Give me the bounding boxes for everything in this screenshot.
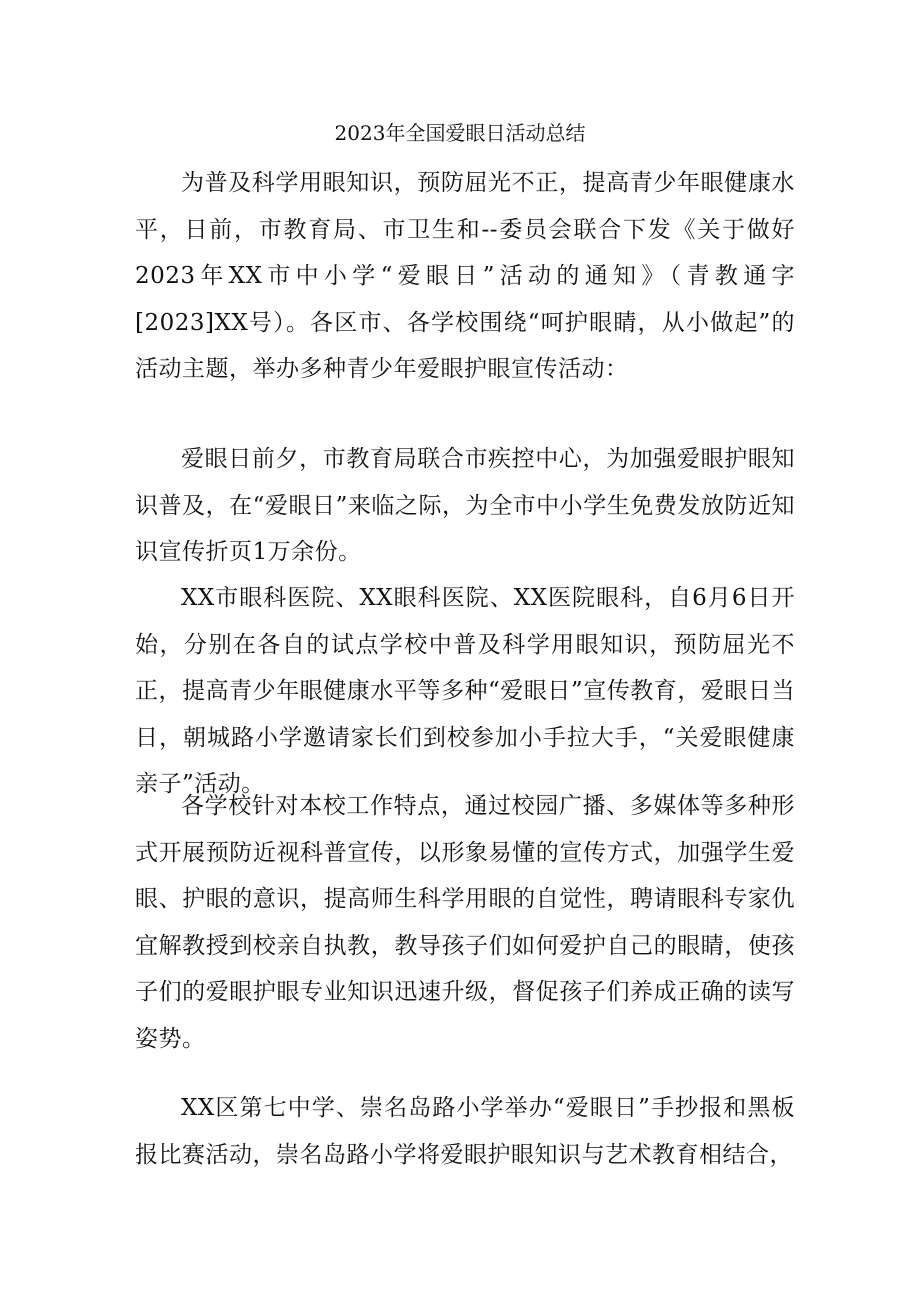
paragraph-pamphlets: 爱眼日前夕，市教育局联合市疾控中心，为加强爱眼护眼知识普及，在“爱眼日”来临之际，为全市中小学生免费发放防近知识宣传折页1万余份。 [135,446,795,565]
paragraph-competition: XX区第七中学、崇名岛路小学举办“爱眼日”手抄报和黑板报比赛活动，崇名岛路小学将爱眼护眼知识与艺术教育相结合， [135,1095,795,1168]
paragraph-hospitals: XX市眼科医院、XX眼科医院、XX医院眼科，自6月6日开始，分别在各自的试点学校中普及科学用眼知识，预防屈光不正，提高青少年眼健康水平等多种“爱眼日”宣传教育，爱眼日当日，朝城路小学邀请家长们到校参加小手拉大手，“关爱眼健康亲子”活动。 [135,585,795,797]
document-title: 2023年全国爱眼日活动总结 [334,121,586,145]
paragraph-notice: 为普及科学用眼知识，预防屈光不正，提高青少年眼健康水平，日前，市教育局、市卫生和--委员会联合下发《关于做好2023年XX市中小学“爱眼日”活动的通知》（青教通字[2023]XX号）。各区市、各学校围绕“呵护眼睛，从小做起”的活动主题，举办多种青少年爱眼护眼宣传活动： [135,170,795,382]
paragraph-schools: 各学校针对本校工作特点，通过校园广播、多媒体等多种形式开展预防近视科普宣传，以形象易懂的宣传方式，加强学生爱眼、护眼的意识，提高师生科学用眼的自觉性，聘请眼科专家仇宜解教授到校亲自执教，教导孩子们如何爱护自己的眼睛，使孩子们的爱眼护眼专业知识迅速升级，督促孩子们养成正确的读写姿势。 [135,793,795,1052]
